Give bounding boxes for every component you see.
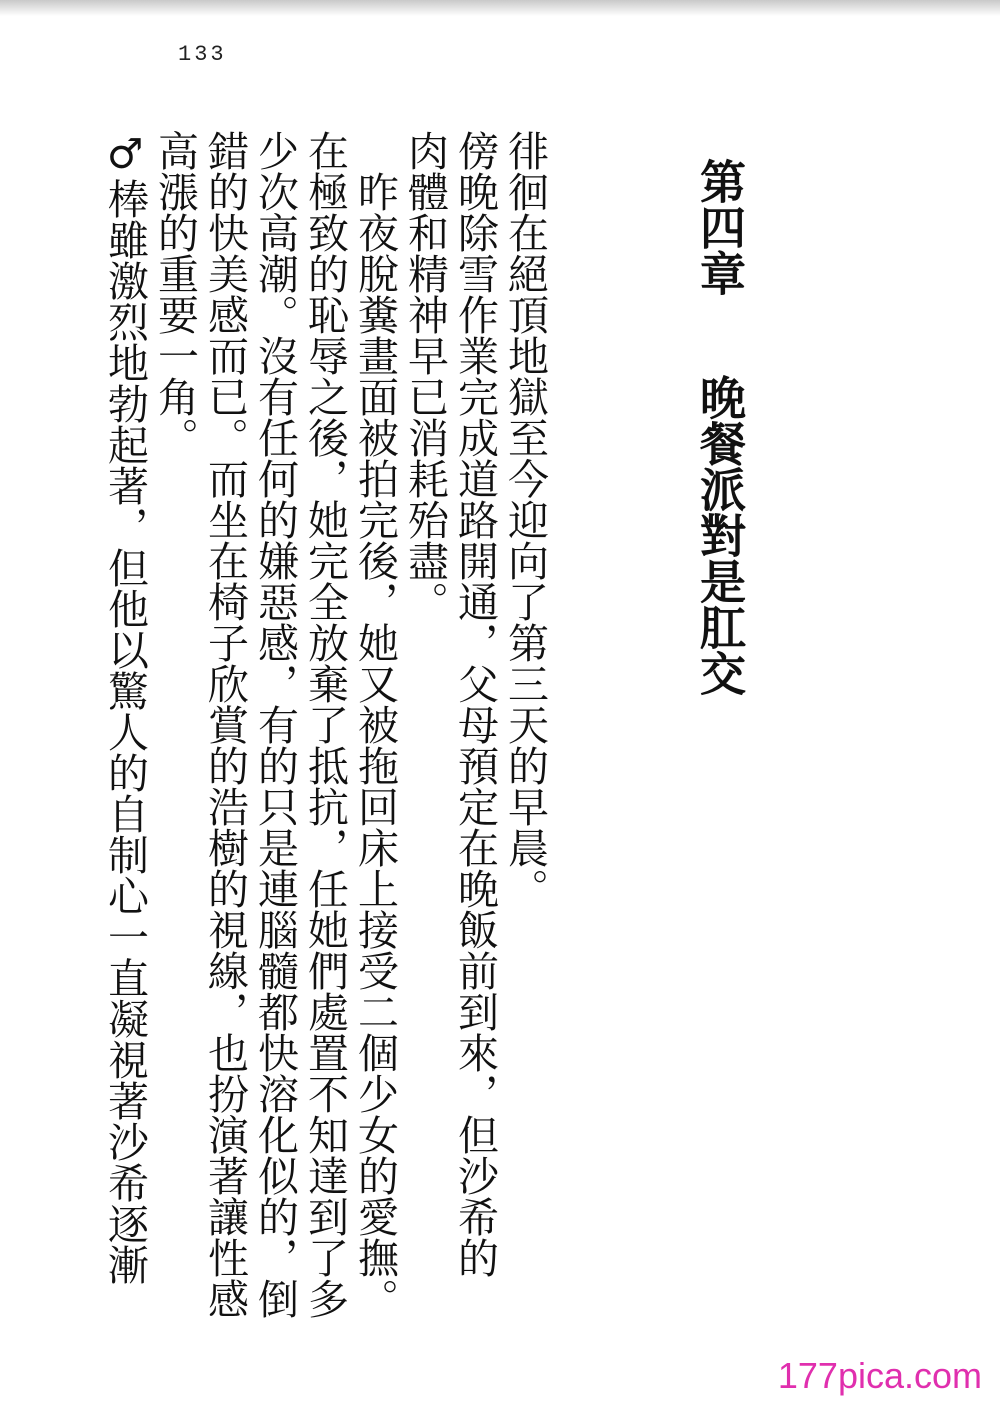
- page-top-edge: [0, 0, 1000, 16]
- chapter-heading: [685, 158, 755, 718]
- chapter-title: 晚餐派對是肛交: [693, 374, 747, 697]
- text-line: 昨夜脫糞畫面被拍完後，她又被拖回床上接受二個少女的愛撫。: [351, 130, 399, 1319]
- text-line: 高漲的重要一角。: [151, 130, 199, 458]
- text-line: 傍晚除雪作業完成道路開通，父母預定在晚飯前到來，但沙希的: [451, 130, 499, 1278]
- chapter-label: 第四章: [693, 158, 747, 296]
- text-line: ♂棒雖激烈地勃起著，但他以驚人的自制心一直凝視著沙希逐漸: [101, 130, 149, 1285]
- page-number: 133: [178, 42, 227, 67]
- text-line: 少次高潮。沒有任何的嫌惡感，有的只是連腦髓都快溶化似的，倒: [251, 130, 299, 1319]
- body-text: [101, 130, 550, 1319]
- text-line: 錯的快美感而已。而坐在椅子欣賞的浩樹的視線，也扮演著讓性感: [201, 130, 249, 1319]
- text-line: 徘徊在絕頂地獄至今迎向了第三天的早晨。: [501, 130, 549, 909]
- text-line: 在極致的恥辱之後，她完全放棄了抵抗，任她們處置不知達到了多: [301, 130, 349, 1319]
- watermark: 177pica.com: [777, 1355, 982, 1396]
- text-line: 肉體和精神早已消耗殆盡。: [401, 130, 449, 622]
